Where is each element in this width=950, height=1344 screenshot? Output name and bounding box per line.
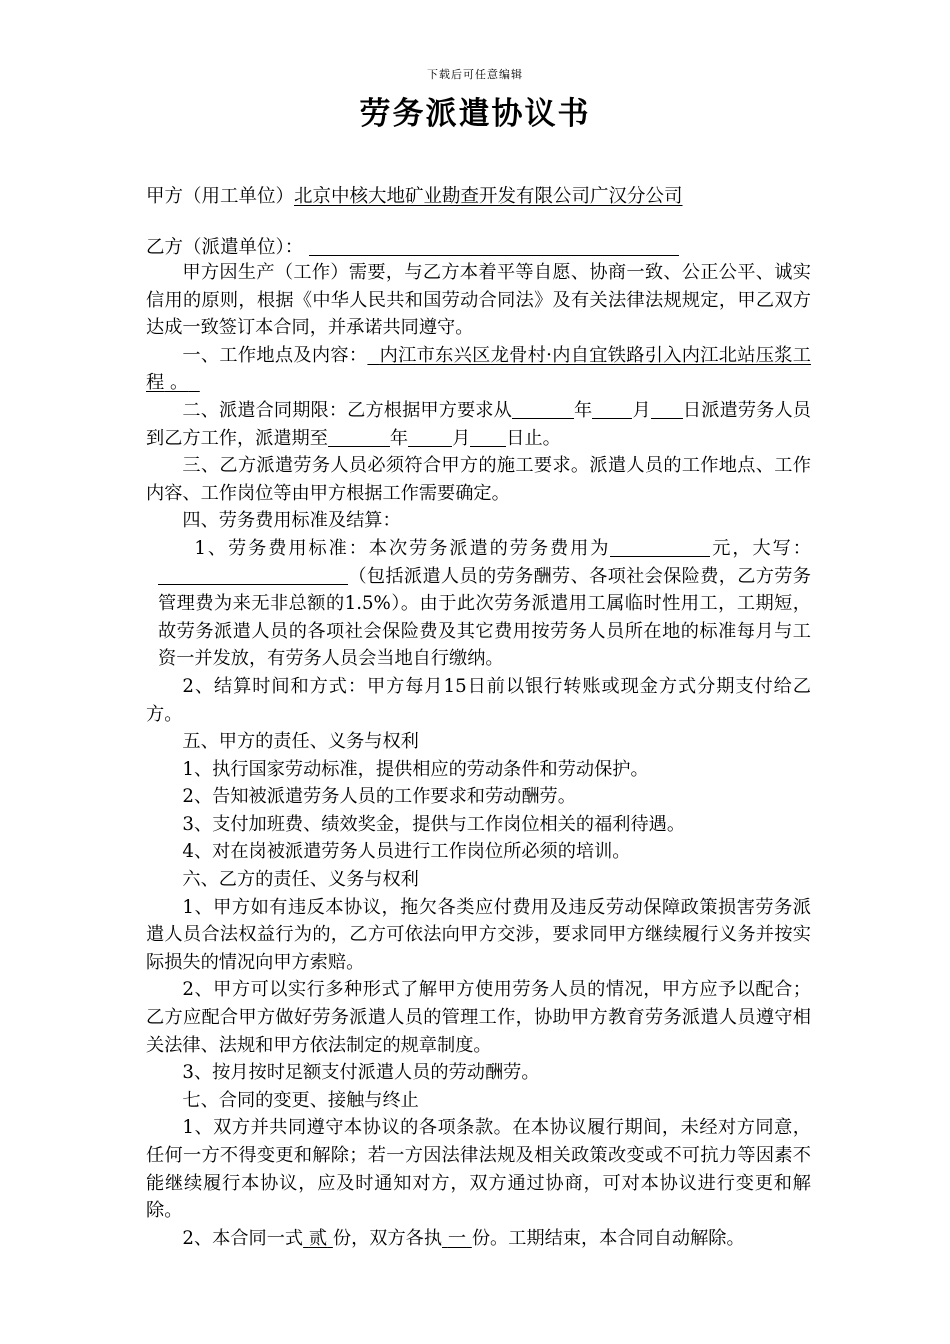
fee-details: （包括派遣人员的劳务酬劳、各项社会保险费，乙方劳务管理费为来无非总额的1.5%）。由于此次劳务派遣用工属临时性用工，工期短，故劳务派遣人员的各项社会保险费及其它费用按劳务人员所在地的标准每月与工资一并发放，有劳务人员会当地自行缴纳。	[158, 565, 811, 670]
party-a-line	[146, 182, 826, 208]
end-month-blank[interactable]	[408, 428, 452, 447]
section-6-item: 2、甲方可以实行多种形式了解甲方使用劳务人员的情况，甲方应予以配合；乙方应配合甲方做好劳务派遣人员的管理工作，协助甲方教育劳务派遣人员遵守相关法律、法规和甲方依法制定的规章制度。	[146, 979, 811, 1056]
section-2-text-b: 派遣劳务人员到乙方工作，派遣期至	[146, 399, 811, 449]
copies-text-b: 份，双方各执	[332, 1227, 443, 1249]
end-day-blank[interactable]	[470, 428, 506, 447]
section-4-heading: 四、劳务费用标准及结算：	[182, 510, 401, 532]
copies-total	[303, 1228, 333, 1249]
intro-paragraph: 甲方因生产（工作）需要，与乙方本着平等自愿、协商一致、公正公平、诚实信用的原则，根据《中华人民共和国劳动合同法》及有关法律法规规定，甲乙双方达成一致签订本合同，并承诺共同遵守。	[146, 262, 811, 339]
section-6-item: 1、甲方如有违反本协议，拖欠各类应付费用及违反劳动保障政策损害劳务派遣人员合法权益行为的，乙方可依法向甲方交涉，要求同甲方继续履行义务并按实际损失的情况向甲方索赔。	[146, 896, 811, 973]
copies-each-value: 一	[447, 1227, 467, 1249]
party-b-line	[146, 233, 826, 259]
section-5-item: 1、执行国家劳动标准，提供相应的劳动条件和劳动保护。	[182, 758, 649, 780]
section-5-item: 2、告知被派遣劳务人员的工作要求和劳动酬劳。	[182, 786, 576, 808]
fee-capital-label: 大写：	[752, 537, 811, 559]
end-month-label: 月	[452, 427, 471, 449]
section-5-item: 3、支付加班费、绩效奖金，提供与工作岗位相关的福利待遇。	[182, 813, 686, 835]
fee-amount-blank[interactable]	[610, 538, 710, 557]
header-note: 下载后可任意编辑	[427, 68, 523, 81]
start-year-blank[interactable]	[512, 400, 574, 419]
section-6-heading: 六、乙方的责任、义务与权利	[182, 869, 419, 891]
fee-capital-blank[interactable]	[158, 566, 348, 585]
copies-total-value: 贰	[308, 1227, 328, 1249]
section-5-heading: 五、甲方的责任、义务与权利	[182, 731, 419, 753]
fee-unit: 元，	[710, 537, 753, 559]
end-year-blank[interactable]	[328, 428, 390, 447]
start-day-blank[interactable]	[651, 400, 683, 419]
section-1-label: 一、工作地点及内容：	[182, 344, 368, 366]
fee-text: 1、劳务费用标准：本次劳务派遣的劳务费用为	[194, 537, 611, 559]
section-3: 三、乙方派遣劳务人员必须符合甲方的施工要求。派遣人员的工作地点、工作内容、工作岗位等由甲方根据工作需要确定。	[146, 455, 811, 504]
start-month-blank[interactable]	[592, 400, 632, 419]
start-month-label: 月	[632, 399, 651, 421]
section-2-text-a: 二、派遣合同期限：乙方根据甲方要求从	[182, 399, 512, 421]
section-7-heading: 七、合同的变更、接触与终止	[182, 1089, 419, 1111]
section-1	[146, 342, 811, 397]
copies-text-a: 2、本合同一式	[182, 1227, 304, 1249]
section-7-item-1: 1、双方并共同遵守本协议的各项条款。在本协议履行期间，未经对方同意，任何一方不得变更和解除；若一方因法律法规及相关政策改变或不可抗力等因素不能继续履行本协议，应及时通知对方，双方通过协商，可对本协议进行变更和解除。	[146, 1117, 811, 1222]
section-7-item-2	[146, 1225, 811, 1253]
copies-text-c: 份。工期结束，本合同自动解除。	[471, 1227, 745, 1249]
copies-each	[442, 1228, 472, 1249]
section-4-item-1	[146, 535, 811, 673]
start-day-label: 日	[682, 399, 702, 421]
start-year-label: 年	[573, 399, 593, 421]
section-6-item: 3、按月按时足额支付派遣人员的劳动酬劳。	[182, 1062, 540, 1084]
section-2	[146, 397, 811, 452]
agreement-body	[146, 259, 811, 1252]
party-b-blank[interactable]	[309, 237, 679, 256]
end-year-label: 年	[389, 427, 409, 449]
section-1-value-text: 内江市东兴区龙骨村·内自宜铁路引入内江北站压浆工程	[146, 344, 811, 394]
section-4-item-2: 2、结算时间和方式：甲方每月15日前以银行转账或现金方式分期支付给乙方。	[146, 675, 811, 725]
party-b-label: 乙方（派遣单位）：	[146, 237, 304, 258]
section-5-item: 4、对在岗被派遣劳务人员进行工作岗位所必须的培训。	[182, 841, 631, 863]
section-1-end: 。	[170, 372, 189, 394]
section-2-end: 日止。	[506, 427, 561, 449]
party-a-label: 甲方（用工单位）	[146, 186, 295, 207]
party-a-value: 北京中核大地矿业勘查开发有限公司广汉分公司	[294, 186, 683, 207]
document-title: 劳务派遣协议书	[359, 96, 591, 132]
